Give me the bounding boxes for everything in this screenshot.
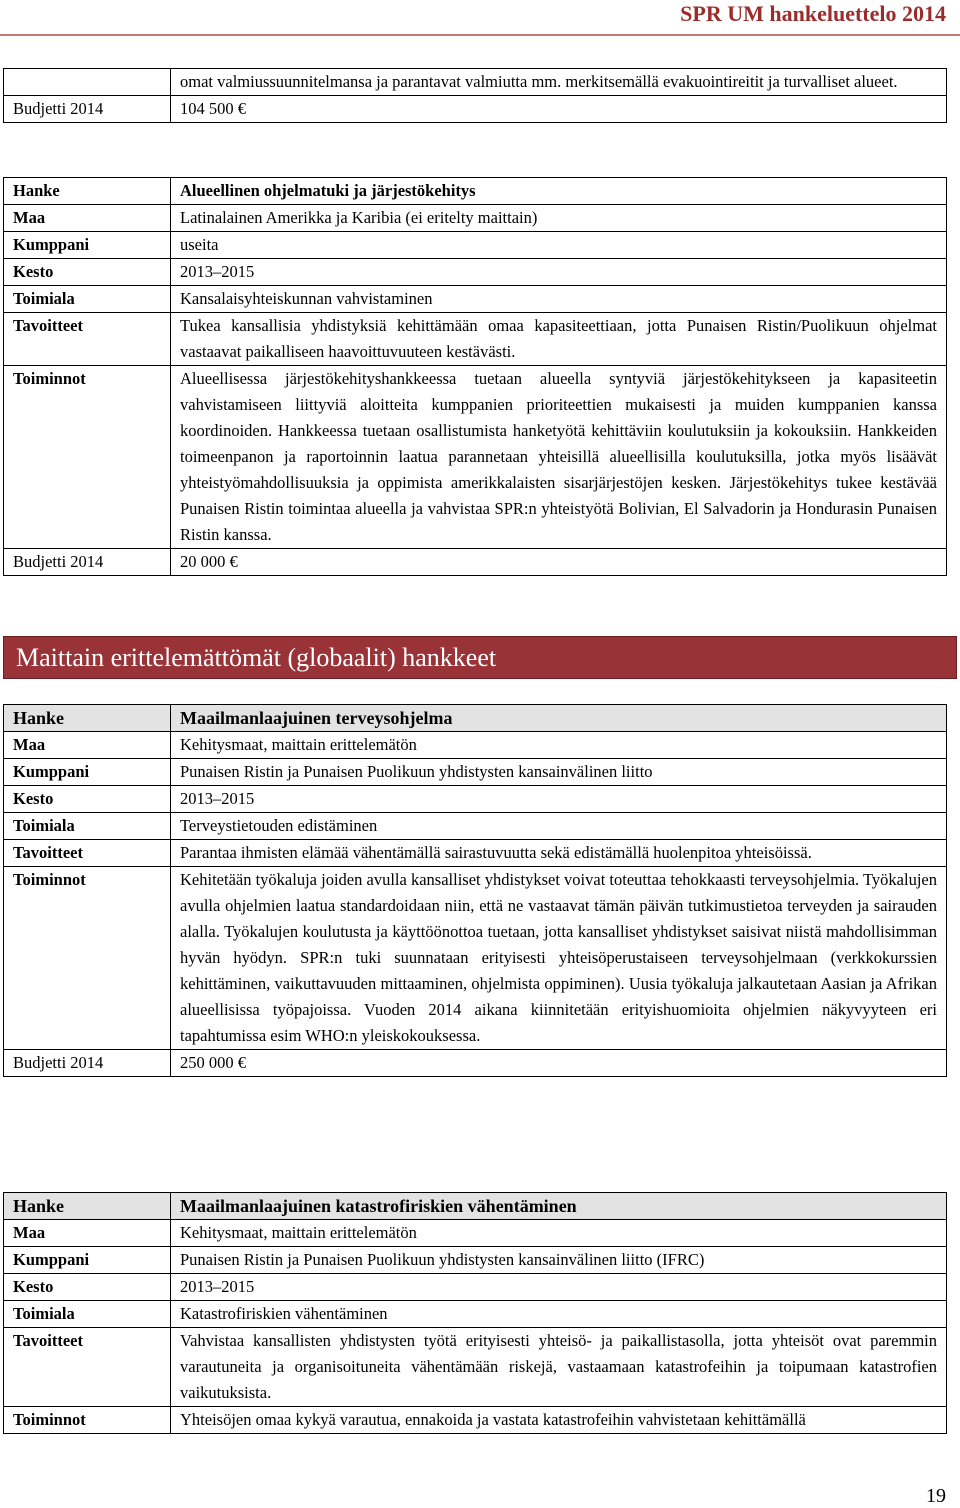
hanke-label: Hanke <box>4 1193 171 1220</box>
table-row <box>4 732 947 759</box>
table-row <box>4 549 947 576</box>
hanke-value: Maailmanlaajuinen terveysohjelma <box>171 705 947 732</box>
table-row <box>4 1328 947 1407</box>
kesto-label: Kesto <box>4 1274 171 1301</box>
table-row <box>4 69 947 96</box>
tavoitteet-value: Vahvistaa kansallisten yhdistysten työtä erityisesti yhteisö- ja paikallistasolla, jotta yhteisöt ovat paremmin varautuneita ja organisoituneita vähentämään riskejä, vastaamaan katastrofeihin ja toipumaan katastrofien vaikutuksista. <box>171 1328 947 1407</box>
table-row <box>4 286 947 313</box>
budget-label: Budjetti 2014 <box>4 1050 171 1077</box>
table-row <box>4 232 947 259</box>
table-row <box>4 1274 947 1301</box>
hanke-value: Alueellinen ohjelmatuki ja järjestökehitys <box>171 178 947 205</box>
project-table-continued <box>3 68 947 123</box>
budget-value: 250 000 € <box>171 1050 947 1077</box>
kesto-value: 2013–2015 <box>171 1274 947 1301</box>
section-heading-global: Maittain erittelemättömät (globaalit) hankkeet <box>3 636 957 679</box>
toimiala-value: Terveystietouden edistäminen <box>171 813 947 840</box>
maa-value: Kehitysmaat, maittain erittelemätön <box>171 732 947 759</box>
toimiala-value: Kansalaisyhteiskunnan vahvistaminen <box>171 286 947 313</box>
hanke-label: Hanke <box>4 178 171 205</box>
toimiala-label: Toimiala <box>4 813 171 840</box>
kumppani-label: Kumppani <box>4 232 171 259</box>
toiminnot-label: Toiminnot <box>4 366 171 549</box>
table-row <box>4 96 947 123</box>
toiminnot-label: Toiminnot <box>4 1407 171 1434</box>
table-row <box>4 786 947 813</box>
maa-value: Kehitysmaat, maittain erittelemätön <box>171 1220 947 1247</box>
empty-label-cell <box>4 69 171 96</box>
table-row <box>4 867 947 1050</box>
tavoitteet-value: Parantaa ihmisten elämää vähentämällä sairastuvuutta sekä edistämällä huolenpitoa yhteisöissä. <box>171 840 947 867</box>
project-table-health <box>3 704 947 1077</box>
maa-label: Maa <box>4 732 171 759</box>
table-row <box>4 759 947 786</box>
continued-text: omat valmiussuunnitelmansa ja parantavat valmiutta mm. merkitsemällä evakuointireitit ja turvalliset alueet. <box>171 69 947 96</box>
toimiala-label: Toimiala <box>4 1301 171 1328</box>
toiminnot-value: Yhteisöjen omaa kykyä varautua, ennakoida ja vastata katastrofeihin vahvistetaan kehittämällä <box>171 1407 947 1434</box>
maa-label: Maa <box>4 205 171 232</box>
tavoitteet-value: Tukea kansallisia yhdistyksiä kehittämään omaa kapasiteettiaan, jotta Punaisen Ristin/Puolikuun ohjelmat vastaavat paikalliseen haavoittuvuuteen kestävästi. <box>171 313 947 366</box>
project-table-drr <box>3 1192 947 1434</box>
toiminnot-value: Alueellisessa järjestökehityshankkeessa tuetaan alueella syntyviä järjestökehitykseen ja kapasiteetin vahvistamiseen liittyviä aloitteita kumppanien prioriteettien mukaisesti ja muiden kumppanien kanssa koordinoiden. Hankkeessa tuetaan osallistumista hanketyötä kehittäviin koulutuksiin ja kokouksiin. Hankkeiden toimeenpanon ja raportoinnin laatua parannetaan yhteisillä alueellisilla koulutuksilla, jotka myös lisäävät yhteistyömahdollisuuksia ja oppimista amerikkalaisten sisarjärjestöjen kesken. Järjestökehitys tukee kestävää Punaisen Ristin toimintaa alueella ja vahvistaa SPR:n yhteistyötä Bolivian, El Salvadorin ja Hondurasin Punaisen Ristin kanssa. <box>171 366 947 549</box>
table-row <box>4 1247 947 1274</box>
table-row <box>4 313 947 366</box>
table-row <box>4 366 947 549</box>
page-number: 19 <box>926 1485 946 1507</box>
kumppani-value: useita <box>171 232 947 259</box>
table-row <box>4 178 947 205</box>
table-row <box>4 205 947 232</box>
kesto-value: 2013–2015 <box>171 259 947 286</box>
table-row <box>4 1050 947 1077</box>
kumppani-value: Punaisen Ristin ja Punaisen Puolikuun yhdistysten kansainvälinen liitto <box>171 759 947 786</box>
maa-label: Maa <box>4 1220 171 1247</box>
toiminnot-value: Kehitetään työkaluja joiden avulla kansalliset yhdistykset voivat toteuttaa tehokkaasti terveysohjelmia. Työkalujen avulla ohjelmien laatua standardoidaan niin, että ne vastaavat tämän päivän tutkimustietoa terveyden ja sairauden alalla. Työkalujen koulutusta ja käyttöönottoa tuetaan, jotta kansalliset yhdistykset saisivat niistä mahdollisimman hyvän hyödyn. SPR:n tuki suunnataan erityisesti yhteisöperustaiseen terveysohjelmaan (verkkokurssien kehittäminen, vaikuttavuuden mittaaminen, ohjelmista oppiminen). Uusia työkaluja jalkautetaan Aasian ja Afrikan alueellisissa työpajoissa. Vuoden 2014 aikana kiinnitetään erityishuomioita ohjelmien näkyvyyteen eri tapahtumissa esim WHO:n yleiskokouksessa. <box>171 867 947 1050</box>
header-divider <box>0 34 960 36</box>
tavoitteet-label: Tavoitteet <box>4 313 171 366</box>
project-table-regional <box>3 177 947 576</box>
budget-value: 104 500 € <box>171 96 947 123</box>
kumppani-value: Punaisen Ristin ja Punaisen Puolikuun yhdistysten kansainvälinen liitto (IFRC) <box>171 1247 947 1274</box>
toimiala-value: Katastrofiriskien vähentäminen <box>171 1301 947 1328</box>
table-row <box>4 705 947 732</box>
hanke-value: Maailmanlaajuinen katastrofiriskien vähentäminen <box>171 1193 947 1220</box>
table-row <box>4 840 947 867</box>
document-header-title: SPR UM hankeluettelo 2014 <box>680 1 946 26</box>
budget-label: Budjetti 2014 <box>4 96 171 123</box>
kumppani-label: Kumppani <box>4 759 171 786</box>
kesto-value: 2013–2015 <box>171 786 947 813</box>
kesto-label: Kesto <box>4 786 171 813</box>
budget-label: Budjetti 2014 <box>4 549 171 576</box>
maa-value: Latinalainen Amerikka ja Karibia (ei eritelty maittain) <box>171 205 947 232</box>
kumppani-label: Kumppani <box>4 1247 171 1274</box>
table-row <box>4 1220 947 1247</box>
tavoitteet-label: Tavoitteet <box>4 1328 171 1407</box>
table-row <box>4 1301 947 1328</box>
kesto-label: Kesto <box>4 259 171 286</box>
toimiala-label: Toimiala <box>4 286 171 313</box>
toiminnot-label: Toiminnot <box>4 867 171 1050</box>
tavoitteet-label: Tavoitteet <box>4 840 171 867</box>
table-row <box>4 1407 947 1434</box>
table-row <box>4 259 947 286</box>
budget-value: 20 000 € <box>171 549 947 576</box>
table-row <box>4 813 947 840</box>
table-row <box>4 1193 947 1220</box>
hanke-label: Hanke <box>4 705 171 732</box>
